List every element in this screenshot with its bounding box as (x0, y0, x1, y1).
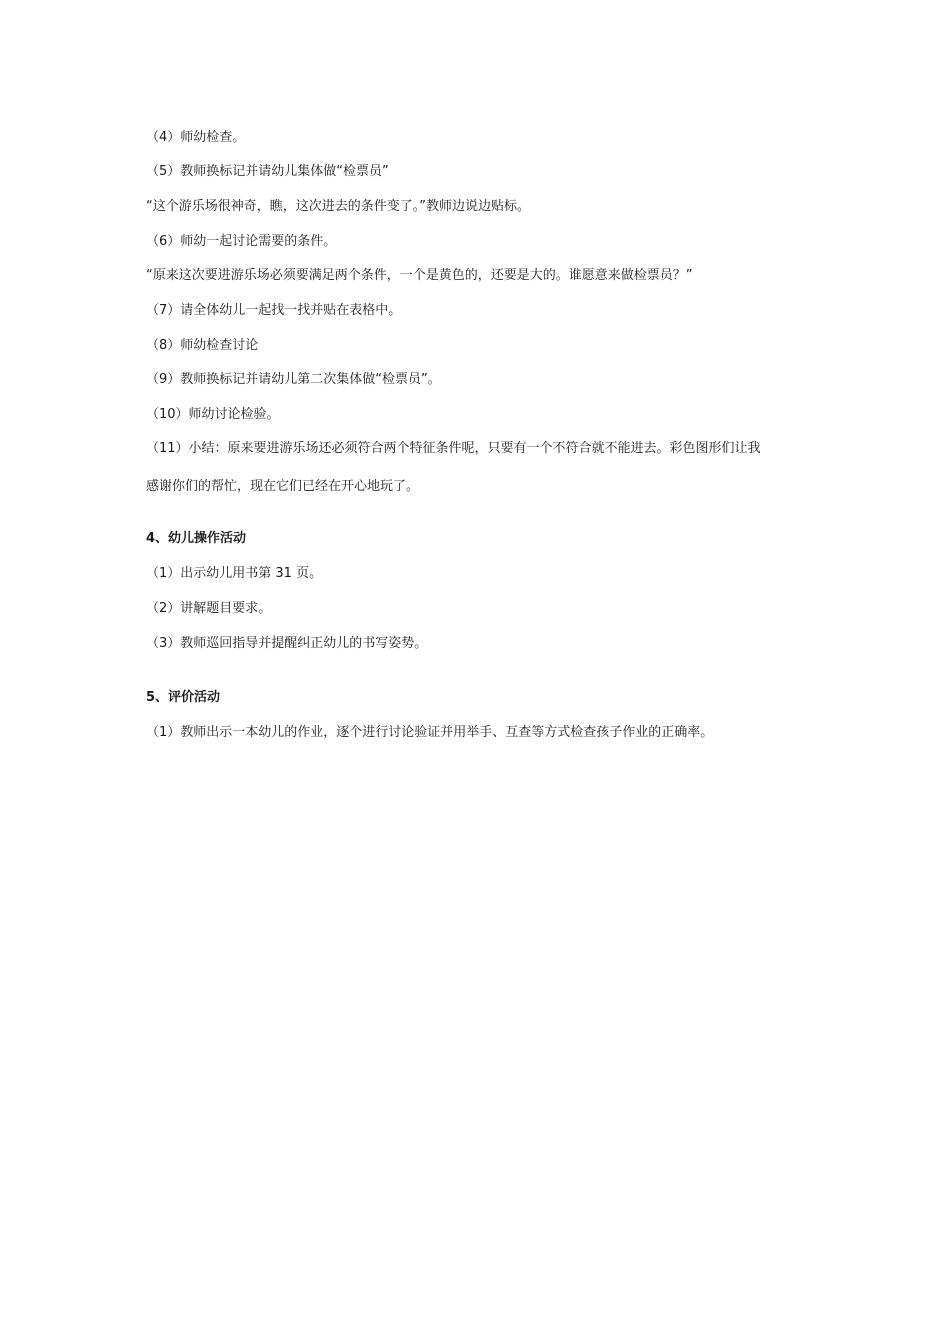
section-4-item-3: （3）教师巡回指导并提醒纠正幼儿的书写姿势。 (146, 636, 428, 651)
section-5-heading: 5、评价活动 (146, 690, 221, 705)
paragraph-step-5: （5）教师换标记并请幼儿集体做“检票员” (146, 164, 389, 179)
paragraph-step-11-cont: 感谢你们的帮忙，现在它们已经在开心地玩了。 (146, 479, 420, 494)
paragraph-step-6: （6）师幼一起讨论需要的条件。 (146, 234, 337, 249)
paragraph-step-11: （11）小结：原来要进游乐场还必须符合两个特征条件呢，只要有一个不符合就不能进去。彩色图形们让我 (146, 441, 761, 456)
paragraph-step-4: （4）师幼检查。 (146, 130, 246, 145)
section-4-heading: 4、幼儿操作活动 (146, 531, 247, 546)
paragraph-step-10: （10）师幼讨论检验。 (146, 407, 280, 422)
paragraph-step-9: （9）教师换标记并请幼儿第二次集体做“检票员”。 (146, 372, 441, 387)
paragraph-quote-2: “原来这次要进游乐场必须要满足两个条件，一个是黄色的，还要是大的。谁愿意来做检票员？” (146, 268, 693, 283)
paragraph-step-7: （7）请全体幼儿一起找一找并贴在表格中。 (146, 303, 402, 318)
paragraph-step-8: （8）师幼检查讨论 (146, 338, 259, 353)
paragraph-quote-1: “这个游乐场很神奇，瞧，这次进去的条件变了。”教师边说边贴标。 (146, 199, 530, 214)
section-4-item-1: （1）出示幼儿用书第 31 页。 (146, 566, 323, 581)
section-5-item-1: （1）教师出示一本幼儿的作业，逐个进行讨论验证并用举手、互查等方式检查孩子作业的正确率。 (146, 725, 714, 740)
section-4-item-2: （2）讲解题目要求。 (146, 601, 272, 616)
